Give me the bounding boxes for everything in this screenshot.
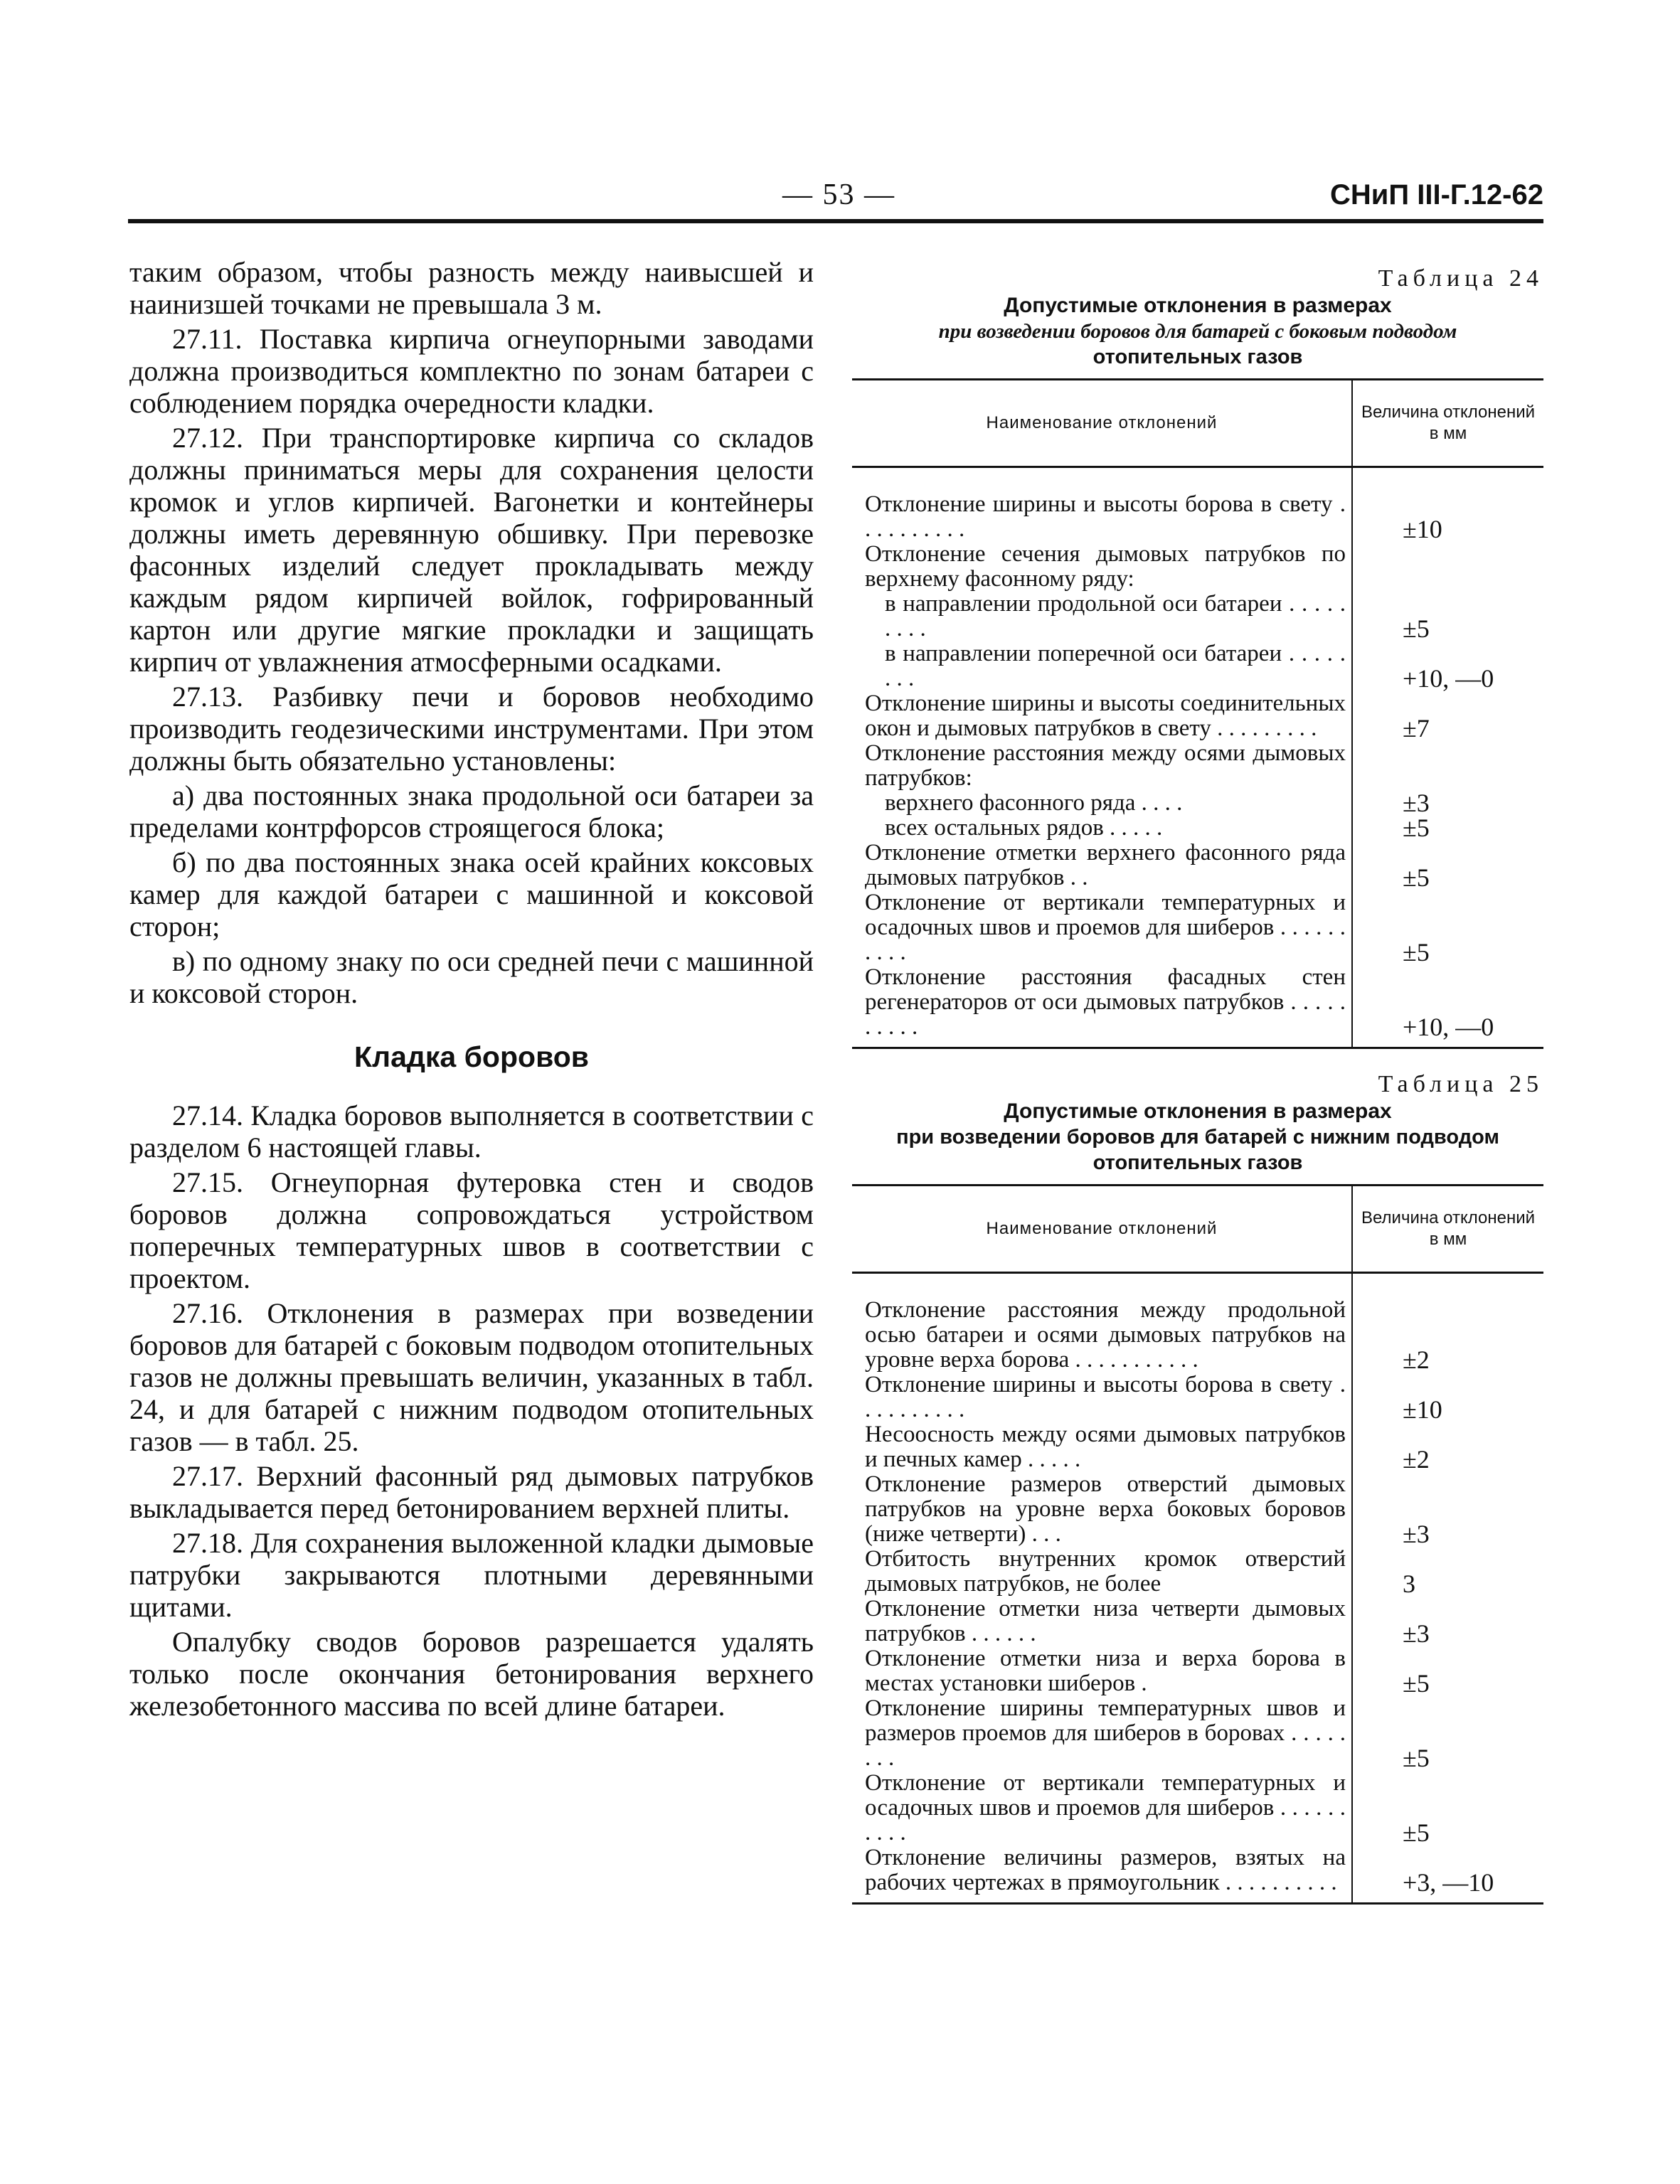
left-column xyxy=(129,256,814,1725)
deviation-name: Отклонение сечения дымовых патрубков по верхнему фасонному ряду: xyxy=(852,542,1352,592)
paragraph: 27.13. Разбивку печи и боровов необходимо производить геодезическими инструментами. При этом должны быть обязательно установлены: xyxy=(129,681,814,777)
deviation-name: Отклонение величины размеров, взятых на рабочих чертежах в прямоугольник . . . . . . . . . . xyxy=(852,1845,1352,1904)
table-24-number: Таблица 24 xyxy=(1378,265,1543,292)
table-24-subtitle: при возведении боровов для батарей с боковым подводом xyxy=(938,320,1457,343)
table-header-row xyxy=(852,380,1543,467)
deviation-name: Отклонение от вертикали температурных и осадочных швов и проемов для шиберов . . . . . . . . . . xyxy=(852,1771,1352,1845)
deviation-name: Отклонение от вертикали температурных и осадочных швов и проемов для шиберов . . . . . . . . . . xyxy=(852,890,1352,965)
table-row xyxy=(852,1472,1543,1547)
table-row xyxy=(852,641,1543,691)
deviation-name: Отклонение ширины и высоты борова в свету . . . . . . . . . . xyxy=(852,467,1352,543)
table-25 xyxy=(852,1184,1543,1905)
deviation-value: ±3 xyxy=(1403,1520,1430,1548)
deviation-value: ±5 xyxy=(1403,614,1430,643)
section-title: Кладка боровов xyxy=(354,1040,589,1073)
column-header-name: Наименование отклонений xyxy=(852,380,1352,467)
deviation-name: Отбитость внутренних кромок отверстий дымовых патрубков, не более xyxy=(852,1547,1352,1597)
paragraph: 27.11. Поставка кирпича огнеупорными заводами должна производиться комплектно по зонам батареи с соблюдением порядка очередности кладки. xyxy=(129,323,814,419)
page-header xyxy=(128,178,1543,222)
paragraph: в) по одному знаку по оси средней печи с машинной и коксовой сторон. xyxy=(129,945,814,1009)
paragraph: 27.18. Для сохранения выложенной кладки дымовые патрубки закрываются плотными деревянными щитами. xyxy=(129,1527,814,1623)
deviation-value: ±10 xyxy=(1403,515,1442,543)
paragraph: а) два постоянных знака продольной оси батареи за пределами контрфорсов строящегося блока; xyxy=(129,779,814,843)
deviation-value: 3 xyxy=(1403,1570,1415,1598)
deviation-name: Отклонение размеров отверстий дымовых патрубков на уровне верха боковых боровов (ниже четверти) . . . xyxy=(852,1472,1352,1547)
deviation-value: ±5 xyxy=(1403,1744,1430,1772)
deviation-name: всех остальных рядов . . . . . xyxy=(852,816,1352,841)
table-row xyxy=(852,1373,1543,1422)
deviation-value: ±5 xyxy=(1403,863,1430,892)
paragraph: б) по два постоянных знака осей крайних коксовых камер для каждой батареи с машинной и коксовой сторон; xyxy=(129,846,814,942)
deviation-name: в направлении продольной оси батареи . . . . . . . . . xyxy=(852,592,1352,641)
deviation-value: ±3 xyxy=(1403,1619,1430,1648)
deviation-name: Отклонение отметки низа четверти дымовых патрубков . . . . . . xyxy=(852,1597,1352,1646)
deviation-name: Отклонение расстояния между продольной осью батареи и осями дымовых патрубков на уровне верха борова . . . . . . . . . . . xyxy=(852,1273,1352,1373)
table-row xyxy=(852,1771,1543,1845)
deviation-name: Отклонение ширины и высоты соединительных окон и дымовых патрубков в свету . . . . . . . . . xyxy=(852,691,1352,741)
header-rule xyxy=(128,219,1543,223)
table-row xyxy=(852,592,1543,641)
table-row xyxy=(852,1273,1543,1373)
right-column xyxy=(852,265,1543,1905)
paragraph: таким образом, чтобы разность между наивысшей и наинизшей точками не превышала 3 м. xyxy=(129,256,814,320)
table-25-title: Допустимые отклонения в размерах xyxy=(1004,1099,1392,1123)
table-row xyxy=(852,791,1543,816)
table-25-number: Таблица 25 xyxy=(1378,1071,1543,1097)
deviation-value: +3, —10 xyxy=(1403,1868,1494,1897)
table-row xyxy=(852,1696,1543,1771)
table-24-title: Допустимые отклонения в размерах xyxy=(1004,294,1392,317)
page-number: — 53 — xyxy=(782,179,895,211)
paragraph: 27.15. Огнеупорная футеровка стен и сводов боровов должна сопровождаться устройством поперечных температурных швов в соответствии с проектом. xyxy=(129,1166,814,1294)
deviation-value: +10, —0 xyxy=(1403,1013,1494,1041)
column-header-value: Величина отклонений в мм xyxy=(1352,1186,1543,1273)
table-25-caption xyxy=(852,1070,1543,1176)
deviation-value: ±5 xyxy=(1403,1669,1430,1698)
table-row xyxy=(852,1597,1543,1646)
column-header-name: Наименование отклонений xyxy=(852,1186,1352,1273)
table-row xyxy=(852,841,1543,890)
table-row xyxy=(852,691,1543,741)
deviation-value: +10, —0 xyxy=(1403,664,1494,693)
table-24-caption xyxy=(852,265,1543,370)
paragraph: 27.12. При транспортировке кирпича со складов должны приниматься меры для сохранения целости кромок и углов кирпичей. Вагонетки и контейнеры должны иметь деревянную обшивку. При перевозке фасонных изделий следует прокладывать между каждым рядом кирпичей войлок, гофрированный картон или другие мягкие прокладки и защищать кирпич от увлажнения атмосферными осадками. xyxy=(129,422,814,678)
deviation-value xyxy=(1352,542,1543,592)
paragraph: 27.16. Отклонения в размерах при возведении боровов для батарей с боковым подводом отопительных газов не должны превышать величин, указанных в табл. 24, и для батарей с нижним подводом отопительных газов — в табл. 25. xyxy=(129,1297,814,1457)
deviation-value: ±3 xyxy=(1403,789,1430,817)
deviation-value: ±2 xyxy=(1403,1346,1430,1374)
deviation-value: ±2 xyxy=(1403,1445,1430,1474)
deviation-value: ±7 xyxy=(1403,714,1430,742)
table-25-body xyxy=(852,1273,1543,1904)
deviation-name: Отклонение отметки низа и верха борова в местах установки шиберов . xyxy=(852,1646,1352,1696)
paragraph: 27.17. Верхний фасонный ряд дымовых патрубков выкладывается перед бетонированием верхней плиты. xyxy=(129,1460,814,1524)
left-paragraphs-2 xyxy=(129,1099,814,1722)
deviation-name: верхнего фасонного ряда . . . . xyxy=(852,791,1352,816)
deviation-name: Несоосность между осями дымовых патрубков и печных камер . . . . . xyxy=(852,1422,1352,1472)
deviation-value: ±5 xyxy=(1403,1818,1430,1847)
deviation-name: Отклонение расстояния фасадных стен регенераторов от оси дымовых патрубков . . . . . . . . . . xyxy=(852,965,1352,1048)
left-paragraphs xyxy=(129,256,814,1009)
column-header-value: Величина отклонений в мм xyxy=(1352,380,1543,467)
table-row xyxy=(852,1547,1543,1597)
table-row xyxy=(852,1845,1543,1904)
table-row xyxy=(852,890,1543,965)
deviation-name: в направлении поперечной оси батареи . . . . . . . . xyxy=(852,641,1352,691)
table-row xyxy=(852,542,1543,592)
table-25-subtitle-2: отопительных газов xyxy=(1092,1151,1303,1174)
table-row xyxy=(852,1422,1543,1472)
table-24-subtitle-2: отопительных газов xyxy=(1092,346,1303,368)
deviation-value: ±5 xyxy=(1403,938,1430,966)
table-row xyxy=(852,467,1543,543)
table-header-row xyxy=(852,1186,1543,1273)
deviation-value: ±10 xyxy=(1403,1395,1442,1424)
deviation-name: Отклонение ширины и высоты борова в свету . . . . . . . . . . xyxy=(852,1373,1352,1422)
paragraph: Опалубку сводов боровов разрешается удалять только после окончания бетонирования верхнего железобетонного массива по всей длине батареи. xyxy=(129,1626,814,1722)
table-24-body xyxy=(852,467,1543,1048)
deviation-name: Отклонение ширины температурных швов и размеров проемов для шиберов в боровах . . . . . . . . xyxy=(852,1696,1352,1771)
table-25-subtitle: при возведении боровов для батарей с нижним подводом xyxy=(896,1126,1499,1149)
deviation-name: Отклонение отметки верхнего фасонного ряда дымовых патрубков . . xyxy=(852,841,1352,890)
table-24 xyxy=(852,378,1543,1049)
table-row xyxy=(852,741,1543,791)
deviation-name: Отклонение расстояния между осями дымовых патрубков: xyxy=(852,741,1352,791)
deviation-value: ±5 xyxy=(1403,814,1430,842)
table-row xyxy=(852,1646,1543,1696)
table-row xyxy=(852,965,1543,1048)
paragraph: 27.14. Кладка боровов выполняется в соответствии с разделом 6 настоящей главы. xyxy=(129,1099,814,1163)
document-code: СНиП III-Г.12-62 xyxy=(1330,179,1543,211)
deviation-value xyxy=(1352,741,1543,791)
table-row xyxy=(852,816,1543,841)
